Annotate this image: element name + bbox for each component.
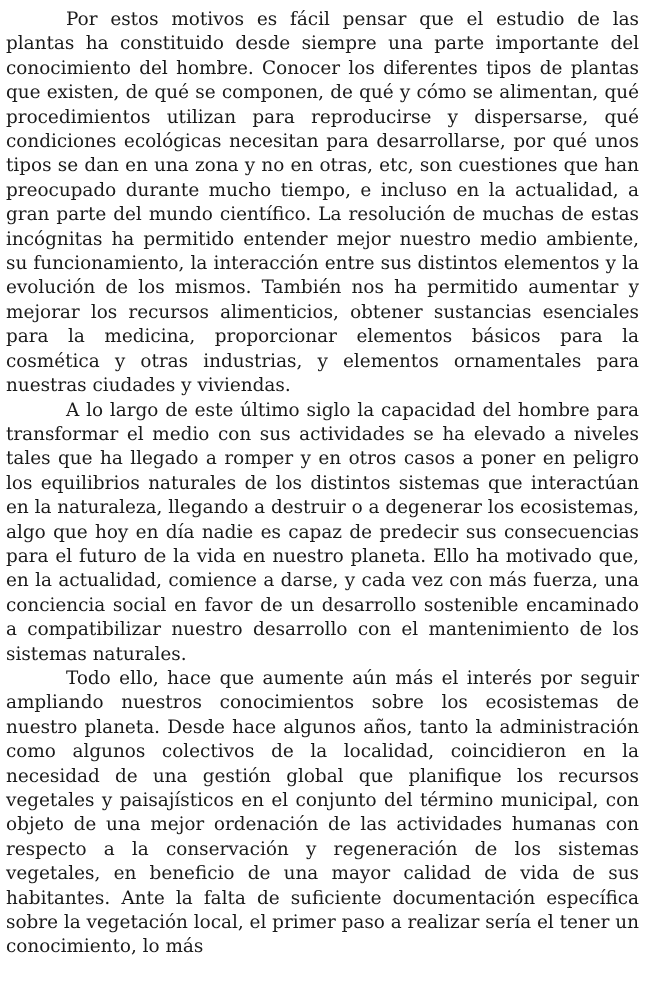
paragraph-1: Por estos motivos es fácil pensar que el estudio de las plantas ha constituido desde siempre una parte importante del conocimiento del hombre. Conocer los diferentes tipos de plantas que existen, de qué se componen, de qué y cómo se alimentan, qué procedimientos utilizan para reproducirse y dispersarse, qué condiciones ecológicas necesitan para desarrollarse, por qué unos tipos se dan en una zona y no en otras, etc, son cuestiones que han preocupado durante mucho tiempo, e incluso en la actualidad, a gran parte del mundo científico. La resolución de muchas de estas incógnitas ha permitido entender mejor nuestro medio ambiente, su funcionamiento, la interacción entre sus distintos elementos y la evolución de los mismos. También nos ha permitido aumentar y mejorar los recursos alimenticios, obtener sustancias esenciales para la medicina, proporcionar elementos básicos para la cosmética y otras industrias, y elementos ornamentales para nuestras ciudades y viviendas.	[6, 9, 639, 397]
document-page	[6, 8, 639, 960]
paragraph-2: A lo largo de este último siglo la capacidad del hombre para transformar el medio con sus actividades se ha elevado a niveles tales que ha llegado a romper y en otros casos a poner en peligro los equilibrios naturales de los distintos sistemas que interactúan en la naturaleza, llegando a destruir o a degenerar los ecosistemas, algo que hoy en día nadie es capaz de predecir sus consecuencias para el futuro de la vida en nuestro planeta. Ello ha motivado que, en la actualidad, comience a darse, y cada vez con más fuerza, una conciencia social en favor de un desarrollo sostenible encaminado a compatibilizar nuestro desarrollo con el mantenimiento de los sistemas naturales.	[6, 399, 639, 665]
paragraph-3: Todo ello, hace que aumente aún más el interés por seguir ampliando nuestros conocimientos sobre los ecosistemas de nuestro planeta. Desde hace algunos años, tanto la administración como algunos colectivos de la localidad, coincidieron en la necesidad de una gestión global que planifique los recursos vegetales y paisajísticos en el conjunto del término municipal, con objeto de una mejor ordenación de las actividades humanas con respecto a la conservación y regeneración de los sistemas vegetales, en beneficio de una mayor calidad de vida de sus habitantes. Ante la falta de suficiente documentación específica sobre la vegetación local, el primer paso a realizar sería el tener un conocimiento, lo más	[6, 667, 639, 958]
